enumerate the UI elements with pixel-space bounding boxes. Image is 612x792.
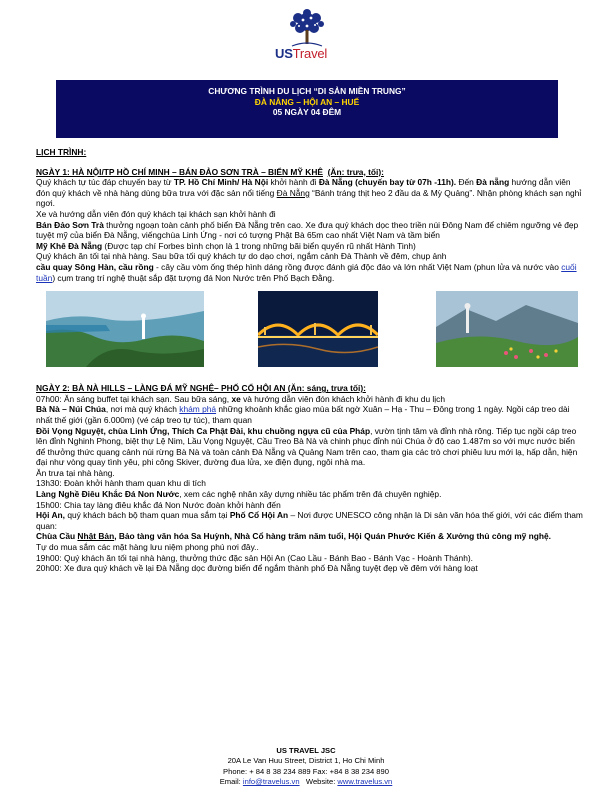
day1-heading: NGÀY 1: HÀ NỘI/TP HỒ CHÍ MINH – BÁN ĐẢO SƠN TRÀ – BIỂN MỸ KHÊ (Ăn: trưa, tối):: [36, 166, 384, 177]
day2-line-1: 07h00: Ăn sáng buffet tại khách sạn. Sau bữa sáng, xe và hướng dẫn viên đón khách khởi hành đi khu du lịch: [36, 393, 445, 404]
itinerary-heading: LỊCH TRÌNH:: [36, 147, 87, 157]
day2-line-7: 15h00: Chia tay làng điêu khắc đá Non Nước đoàn khởi hành đến: [36, 499, 281, 510]
logo-us: US: [275, 46, 293, 61]
photo-strip: [36, 291, 586, 373]
day2-line-12: 20h00: Xe đưa quý khách về lại Đà Nẵng dọc đường biển để ngắm thành phố Đà Nẵng tuyệt đẹp về đêm với hàng loạt: [36, 563, 478, 574]
ba-na-hills-photo: [436, 291, 578, 367]
company-footer: [0, 746, 612, 788]
logo-travel: Travel: [292, 46, 328, 61]
banner-line-1: CHƯƠNG TRÌNH DU LỊCH “DI SẢN MIỀN TRUNG”: [208, 86, 406, 96]
footer-contact: Email: info@travelus.vn Website: www.travelus.vn: [219, 777, 393, 787]
day2-line-10: Tự do mua sắm các mặt hàng lưu niệm phong phú nơi đây..: [36, 542, 259, 553]
kham-pha-link[interactable]: khám phá: [179, 404, 217, 415]
son-tra-peninsula-photo: [46, 291, 204, 367]
day1-paragraph-6: cầu quay Sông Hàn, cầu rồng - cây cầu vòm ống thép hình dáng rồng được đánh giá độc đáo và lớn nhất Việt Nam (phun lửa và nước vào cuối tuần) cụm trang trí nghệ thuật sắp đặt tượng đá Non Nước trên Phố Bạch Đằng.: [36, 261, 577, 283]
day2-line-8: Hội An, quý khách bách bộ tham quan mua sắm tại Phố Cổ Hội An – Nơi được UNESCO công nhận là Di sản văn hóa thế giới, với các điểm tham quan:: [36, 510, 583, 531]
program-title-banner: [56, 80, 558, 138]
day2-line-6: Làng Nghề Điêu Khắc Đá Non Nước, xem các nghệ nhân xây dựng nhiều tác phẩm trên đá chuyên nghiệp.: [36, 489, 442, 500]
footer-phone-fax: Phone: + 84 8 38 234 889 Fax: +84 8 38 234 890: [223, 766, 389, 776]
day1-paragraph-4: Mỹ Khê Đà Nẵng (Được tạp chí Forbes bình chọn là 1 trong những bãi biển quyến rũ nhất Hành Tinh): [36, 240, 416, 251]
dragon-bridge-night-photo: [258, 291, 378, 367]
day1-paragraph-3: Bán Đảo Sơn Trà thưởng ngoạn toàn cảnh phố biển Đà Nẵng trên cao. Xe đưa quý khách dọc theo triền núi Đông Nam để chiêm ngưỡng vẻ đẹp tuyệt mỹ của biển Đà Nẵng, viếngchùa Linh Ứng - nơi có tượng Phật Bà 65m cao nhất Việt Nam và tầm biển: [36, 219, 579, 241]
day2-line-9: Chùa Cầu Nhật Bản, Bảo tàng văn hóa Sa Huỳnh, Nhà Cổ hàng trăm năm tuổi, Hội Quán Phước Kiến & Xưởng thủ công mỹ nghệ.: [36, 531, 551, 542]
day2-line-5: 13h30: Đoàn khởi hành tham quan khu di tích: [36, 478, 206, 489]
banner-line-3: 05 NGÀY 04 ĐÊM: [272, 107, 342, 118]
footer-address: 20A Le Van Huu Street, District 1, Ho Chi Minh: [227, 756, 385, 766]
footer-email-link[interactable]: info@travelus.vn: [242, 777, 300, 787]
day2-line-11: 19h00: Quý khách ăn tối tại nhà hàng, thưởng thức đặc sản Hội An (Cao Lầu - Bánh Bao - Bánh Vạc - Hoành Thánh).: [36, 552, 473, 563]
footer-company-name: US TRAVEL JSC: [276, 746, 336, 755]
itinerary-content: [36, 147, 586, 574]
day2-line-4: Ăn trưa tại nhà hàng.: [36, 467, 115, 478]
logo-wordmark: [275, 46, 327, 61]
day1-paragraph-5: Quý khách ăn tối tại nhà hàng. Sau bữa tối quý khách tự do dạo chơi, ngắm cảnh Đà Thành về đêm, chụp ảnh: [36, 251, 447, 262]
day2-line-3: Đồi Vọng Nguyệt, chùa Linh Ứng, Thích Ca Phật Đài, khu chuồng ngựa cũ của Pháp, vườn tịnh tâm và đỉnh nhà rông. Tiếp tục ngồi cáp treo lên đỉnh Nghinh Phong, biệt thự Lệ Nim, Lầu Vọng Nguyệt, Cầu Treo Bà Nà và chinh phục đỉnh núi Chúa ở độ cao 1.487m so với mực nước biển để thưởng thức quang cảnh núi rừng Bà Nà và toàn cảnh Đà Nẵng và Quảng Nam trên cao, tham gia các trò chơi phiêu lưu mới lạ, hấp dẫn, hiện đại như vòng quay tình yêu, phi công Skiver, đường đua lửa, xe điện đụng, ngôi nhà ma.: [36, 425, 578, 468]
day1-paragraph-2: Xe và hướng dẫn viên đón quý khách tại khách sạn khởi hành đi: [36, 208, 276, 219]
day2-line-2: Bà Nà – Núi Chúa, nơi mà quý khách khám phá những khoảnh khắc giao mùa bất ngờ Xuân – Hạ - Thu – Đông trong 1 ngày. Ngồi cáp treo dài nhất thế giới (gần 6.000m) (vé cáp treo tự túc), tham quan: [36, 404, 570, 425]
day1-paragraph-1: Quý khách tự túc đáp chuyến bay từ TP. Hồ Chí Minh/ Hà Nội khởi hành đi Đà Nẵng (chuyến bay từ 07h -11h). Đến Đà nẵng hướng dẫn viên đón quý khách về nhà hàng dùng bữa trưa với đặc sản nổi tiếng Đà Nẵng “Bánh tráng thịt heo 2 đầu da & Mỳ Quảng”. Nhận phòng khách sạn nghỉ ngơi.: [36, 177, 582, 209]
cuoi-tuan-link[interactable]: cuối tuần: [36, 261, 577, 283]
banner-line-2: ĐÀ NẴNG – HỘI AN – HUẾ: [254, 96, 360, 107]
day2-heading: NGÀY 2: BÀ NÀ HILLS – LÀNG ĐÁ MỸ NGHỆ– PHỐ CỔ HỘI AN (Ăn: sáng, trưa tối):: [36, 383, 366, 394]
footer-website-link[interactable]: www.travelus.vn: [337, 777, 393, 787]
